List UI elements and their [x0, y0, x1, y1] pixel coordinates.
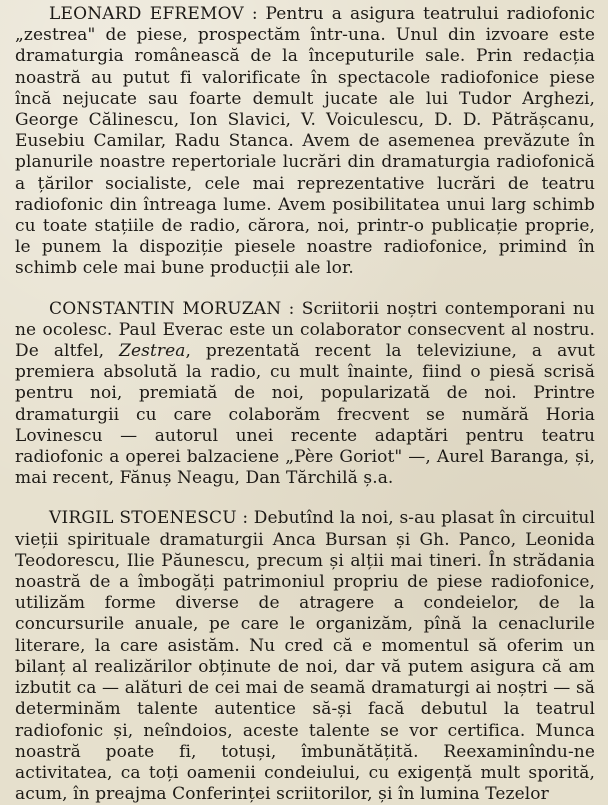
- speaker-name: CONSTANTIN MORUZAN: [49, 298, 282, 319]
- play-title-italic: Zestrea: [119, 341, 186, 362]
- paragraph-moruzan: CONSTANTIN MORUZAN : Scriitorii noștri contemporani nu ne ocolesc. Paul Everac este un colaborator consecvent al nostru. De altfel, Zestrea, prezentată recent la televiziune, a avut premiera absolută la radio, cu mult înainte, fiind o piesă scrisă pentru noi, premiată de noi, popularizată de noi. Printre dramaturgii cu care colaborăm frecvent se numără Horia Lovinescu — autorul unei recente adaptări pentru teatru radiofonic a operei balzaciene „Père Goriot" —, Aurel Baranga, și, mai recent, Fănuș Neagu, Dan Tărchilă ș.a.: [15, 298, 595, 489]
- paragraph-text: Scriitorii noștri contemporani nu ne ocolesc. Paul Everac este un colaborator consecvent al nostru. De altfel,: [15, 298, 595, 362]
- paragraph-text: , prezentată recent la televiziune, a avut premiera absolută la radio, cu mult înainte, fiind o piesă scrisă pentru noi, premiată de noi, popularizată de noi. Printre dramaturgii cu care colaborăm frecvent se numără Horia Lovinescu — autorul unei recente adaptări pentru teatru radiofonic a operei balzaciene „Père Goriot" —, Aurel Baranga, și, mai recent, Fănuș Neagu, Dan Tărchilă ș.a.: [15, 341, 595, 489]
- paragraph-stoenescu: VIRGIL STOENESCU : Debutînd la noi, s-au plasat în circuitul vieții spirituale dramaturgii Anca Bursan și Gh. Panco, Leonida Teodorescu, Ilie Păunescu, precum și alții mai tineri. În strădania noastră de a îmbogăți patrimoniul propriu de piese radiofonice, utilizăm forme diverse de atragere a condeielor, de la concursurile anuale, pe care le organizăm, pînă la cenaclurile literare, la care asistăm. Nu cred că e momentul să oferim un bilanț al realizărilor obținute de noi, dar vă putem asigura că am izbutit ca — alături de cei mai de seamă dramaturgi ai noștri — să determinăm talente autentice să-și facă debutul la teatrul radiofonic și, neîndoios, aceste talente se vor certifica. Munca noastră poate fi, totuși, îmbunătățită. Reexaminîndu-ne activitatea, ca toți oamenii condeiului, cu exigență mult sporită, acum, în preajma Conferinței scriitorilor, și în lumina Tezelor: [15, 508, 595, 805]
- paragraph-text: Pentru a asigura teatrului radiofonic „zestrea" de piese, prospectăm într-una. Unul din izvoare este dramaturgia românească de la începuturile sale. Prin redacția noastră au putut fi valorificate în spectacole radiofonice piese încă nejucate sau foarte demult jucate ale lui Tudor Arghezi, George Călinescu, Ion Slavici, V. Voiculescu, D. D. Pătrășcanu, Eusebiu Camilar, Radu Stanca. Avem de asemenea prevăzute în planurile noastre repertoriale lucrări din dramaturgia radiofonică a țărilor socialiste, cele mai reprezentative lucrări de teatru radiofonic din întreaga lume. Avem posibilitatea unui larg schimb cu toate stațiile de radio, cărora, noi, printr-o publicație proprie, le punem la dispoziție piesele noastre radiofonice, primind în schimb cele mai bune producții ale lor.: [15, 4, 596, 279]
- paragraph-efremov: LEONARD EFREMOV : Pentru a asigura teatrului radiofonic „zestrea" de piese, prospectăm într-una. Unul din izvoare este dramaturgia românească de la începuturile sale. Prin redacția noastră au putut fi valorificate în spectacole radiofonice piese încă nejucate sau foarte demult jucate ale lui Tudor Arghezi, George Călinescu, Ion Slavici, V. Voiculescu, D. D. Pătrășcanu, Eusebiu Camilar, Radu Stanca. Avem de asemenea prevăzute în planurile noastre repertoriale lucrări din dramaturgia radiofonică a țărilor socialiste, cele mai reprezentative lucrări de teatru radiofonic din întreaga lume. Avem posibilitatea unui larg schimb cu toate stațiile de radio, cărora, noi, printr-o publicație proprie, le punem la dispoziție piesele noastre radiofonice, primind în schimb cele mai bune producții ale lor.: [15, 4, 596, 279]
- speaker-name: LEONARD EFREMOV: [49, 4, 244, 24]
- article-body: [15, 4, 595, 805]
- speaker-name: VIRGIL STOENESCU: [49, 508, 237, 529]
- paragraph-text: Debutînd la noi, s-au plasat în circuitul vieții spirituale dramaturgii Anca Bursan și Gh. Panco, Leonida Teodorescu, Ilie Păunescu, precum și alții mai tineri. În strădania noastră de a îmbogăți patrimoniul propriu de piese radiofonice, utilizăm forme diverse de atragere a condeielor, de la concursurile anuale, pe care le organizăm, pînă la cenaclurile literare, la care asistăm. Nu cred că e momentul să oferim un bilanț al realizărilor obținute de noi, dar vă putem asigura că am izbutit ca — alături de cei mai de seamă dramaturgi ai noștri — să determinăm talente autentice să-și facă debutul la teatrul radiofonic și, neîndoios, aceste talente se vor certifica. Munca noastră poate fi, totuși, îmbunătățită. Reexaminîndu-ne activitatea, ca toți oamenii condeiului, cu exigență mult sporită, acum, în preajma Conferinței scriitorilor, și în lumina Tezelor: [15, 508, 595, 805]
